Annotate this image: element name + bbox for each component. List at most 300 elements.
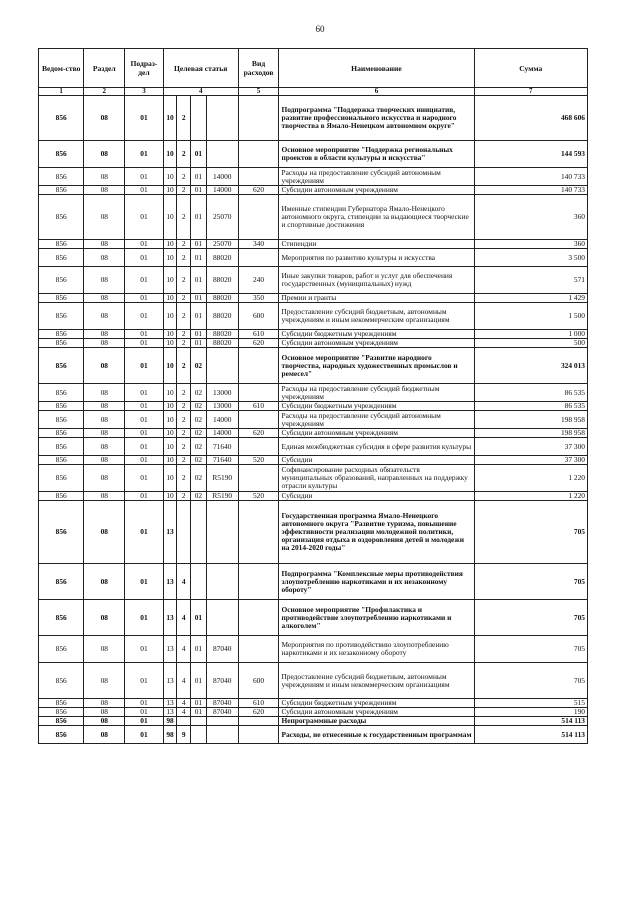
podrazdel-cell: 01 (125, 492, 164, 501)
target-activity-cell: 01 (190, 303, 206, 330)
target-activity-cell: 01 (190, 186, 206, 195)
expense-type-cell: 600 (238, 663, 279, 699)
item-name-cell: Непрограммные расходы (279, 717, 474, 726)
vedomstvo-cell: 856 (39, 708, 84, 717)
vedomstvo-cell: 856 (39, 384, 84, 402)
item-name-cell: Основное мероприятие "Профилактика и противодействие злоупотреблению наркотиками и алкоголем" (279, 600, 474, 636)
target-activity-cell: 01 (190, 267, 206, 294)
target-program-cell: 10 (163, 294, 177, 303)
target-activity-cell: 01 (190, 240, 206, 249)
target-program-cell: 10 (163, 465, 177, 492)
podrazdel-cell: 01 (125, 96, 164, 141)
header-row (39, 49, 588, 88)
expense-type-cell (238, 465, 279, 492)
table-row (39, 240, 588, 249)
target-direction-cell (206, 600, 238, 636)
item-name-cell: Расходы, не отнесенные к государственным программам (279, 726, 474, 744)
item-name-cell: Софинансирование расходных обязательств муниципальных образований, направленных на поддержку отрасли культуры (279, 465, 474, 492)
target-subprogram-cell: 4 (177, 564, 191, 600)
razdel-cell: 08 (84, 402, 125, 411)
amount-cell: 1 500 (474, 303, 587, 330)
razdel-cell: 08 (84, 492, 125, 501)
expense-type-cell (238, 726, 279, 744)
table-row (39, 267, 588, 294)
podrazdel-cell: 01 (125, 348, 164, 384)
vedomstvo-cell: 856 (39, 195, 84, 240)
target-program-cell: 10 (163, 429, 177, 438)
target-direction-cell: 71640 (206, 456, 238, 465)
target-subprogram-cell: 4 (177, 636, 191, 663)
expense-type-cell (238, 600, 279, 636)
col-number: 6 (279, 88, 474, 96)
vedomstvo-cell: 856 (39, 249, 84, 267)
vedomstvo-cell: 856 (39, 456, 84, 465)
table-row (39, 429, 588, 438)
expense-type-cell: 610 (238, 699, 279, 708)
item-name-cell: Субсидии бюджетным учреждениям (279, 330, 474, 339)
target-activity-cell (190, 564, 206, 600)
target-subprogram-cell: 2 (177, 186, 191, 195)
razdel-cell: 08 (84, 717, 125, 726)
razdel-cell: 08 (84, 195, 125, 240)
vedomstvo-cell: 856 (39, 96, 84, 141)
target-subprogram-cell: 2 (177, 96, 191, 141)
razdel-cell: 08 (84, 708, 125, 717)
table-row (39, 339, 588, 348)
target-direction-cell (206, 501, 238, 564)
amount-cell: 190 (474, 708, 587, 717)
expense-type-cell: 620 (238, 429, 279, 438)
target-activity-cell: 01 (190, 699, 206, 708)
expense-type-cell (238, 96, 279, 141)
razdel-cell: 08 (84, 141, 125, 168)
target-subprogram-cell: 2 (177, 456, 191, 465)
razdel-cell: 08 (84, 303, 125, 330)
target-program-cell: 10 (163, 492, 177, 501)
podrazdel-cell: 01 (125, 600, 164, 636)
vedomstvo-cell: 856 (39, 438, 84, 456)
razdel-cell: 08 (84, 636, 125, 663)
target-activity-cell: 01 (190, 330, 206, 339)
target-activity-cell: 01 (190, 249, 206, 267)
page-number: 60 (315, 24, 325, 34)
item-name-cell: Премии и гранты (279, 294, 474, 303)
table-row (39, 492, 588, 501)
vedomstvo-cell: 856 (39, 636, 84, 663)
target-program-cell: 10 (163, 348, 177, 384)
target-direction-cell: 13000 (206, 384, 238, 402)
target-program-cell: 98 (163, 717, 177, 726)
target-program-cell: 10 (163, 456, 177, 465)
razdel-cell: 08 (84, 348, 125, 384)
col-number: 4 (163, 88, 238, 96)
expense-type-cell (238, 384, 279, 402)
target-direction-cell: R5190 (206, 465, 238, 492)
vedomstvo-cell: 856 (39, 168, 84, 186)
target-subprogram-cell: 2 (177, 429, 191, 438)
table-row (39, 294, 588, 303)
podrazdel-cell: 01 (125, 294, 164, 303)
amount-cell: 500 (474, 339, 587, 348)
table-row (39, 96, 588, 141)
razdel-cell: 08 (84, 384, 125, 402)
target-activity-cell (190, 96, 206, 141)
vedomstvo-cell: 856 (39, 240, 84, 249)
amount-cell: 324 013 (474, 348, 587, 384)
vedomstvo-cell: 856 (39, 294, 84, 303)
vedomstvo-cell: 856 (39, 501, 84, 564)
razdel-cell: 08 (84, 186, 125, 195)
target-activity-cell: 01 (190, 663, 206, 699)
target-program-cell: 10 (163, 402, 177, 411)
target-activity-cell: 02 (190, 429, 206, 438)
target-subprogram-cell: 2 (177, 339, 191, 348)
target-program-cell: 13 (163, 699, 177, 708)
expense-type-cell (238, 168, 279, 186)
target-program-cell: 13 (163, 708, 177, 717)
target-direction-cell (206, 348, 238, 384)
target-activity-cell: 02 (190, 438, 206, 456)
expense-type-cell: 620 (238, 186, 279, 195)
table-row (39, 564, 588, 600)
target-subprogram-cell: 4 (177, 699, 191, 708)
table-row (39, 249, 588, 267)
col-number: 5 (238, 88, 279, 96)
target-subprogram-cell: 4 (177, 600, 191, 636)
item-name-cell: Единая межбюджетная субсидия в сфере развития культуры (279, 438, 474, 456)
vedomstvo-cell: 856 (39, 429, 84, 438)
target-activity-cell: 01 (190, 600, 206, 636)
item-name-cell: Предоставление субсидий бюджетным, автономным учреждениям и иным некоммерческим организациям (279, 663, 474, 699)
razdel-cell: 08 (84, 663, 125, 699)
target-direction-cell: 14000 (206, 186, 238, 195)
item-name-cell: Государственная программа Ямало-Ненецкого автономного округа "Развитие туризма, повышение эффективности реализации молодежной политики, организация отдыха и оздоровления детей и молодежи на 2014-2020 годы" (279, 501, 474, 564)
expense-type-cell: 610 (238, 330, 279, 339)
target-activity-cell: 02 (190, 402, 206, 411)
target-program-cell: 10 (163, 330, 177, 339)
vedomstvo-cell: 856 (39, 339, 84, 348)
item-name-cell: Подпрограмма "Комплексные меры противодействия злоупотреблению наркотиками и их незаконному обороту" (279, 564, 474, 600)
target-direction-cell: 87040 (206, 663, 238, 699)
table-row (39, 717, 588, 726)
vedomstvo-cell: 856 (39, 141, 84, 168)
target-program-cell: 10 (163, 303, 177, 330)
vedomstvo-cell: 856 (39, 465, 84, 492)
item-name-cell: Предоставление субсидий бюджетным, автономным учреждениям и иным некоммерческим организациям (279, 303, 474, 330)
expense-type-cell: 600 (238, 303, 279, 330)
item-name-cell: Субсидии автономным учреждениям (279, 339, 474, 348)
amount-cell: 705 (474, 663, 587, 699)
target-program-cell: 10 (163, 267, 177, 294)
item-name-cell: Подпрограмма "Поддержка творческих инициатив, развитие профессионального искусства и народного творчества в Ямало-Ненецком автономном округе" (279, 96, 474, 141)
item-name-cell: Основное мероприятие "Поддержка региональных проектов в области культуры и искусства" (279, 141, 474, 168)
podrazdel-cell: 01 (125, 186, 164, 195)
budget-table (38, 48, 588, 744)
target-program-cell: 10 (163, 249, 177, 267)
podrazdel-cell: 01 (125, 249, 164, 267)
expense-type-cell (238, 411, 279, 429)
item-name-cell: Субсидии (279, 492, 474, 501)
amount-cell: 468 606 (474, 96, 587, 141)
podrazdel-cell: 01 (125, 465, 164, 492)
target-direction-cell: 71640 (206, 438, 238, 456)
target-program-cell: 10 (163, 411, 177, 429)
item-name-cell: Именные стипендии Губернатора Ямало-Ненецкого автономного округа, стипендии за выдающиеся творческие и спортивные достижения (279, 195, 474, 240)
razdel-cell: 08 (84, 456, 125, 465)
amount-cell: 198 958 (474, 429, 587, 438)
target-activity-cell: 01 (190, 195, 206, 240)
expense-type-cell: 610 (238, 402, 279, 411)
expense-type-cell (238, 195, 279, 240)
target-activity-cell: 01 (190, 636, 206, 663)
table-row (39, 141, 588, 168)
target-activity-cell: 02 (190, 348, 206, 384)
target-program-cell: 98 (163, 726, 177, 744)
target-activity-cell (190, 501, 206, 564)
table-row (39, 501, 588, 564)
target-activity-cell (190, 717, 206, 726)
amount-cell: 705 (474, 501, 587, 564)
amount-cell: 1 220 (474, 465, 587, 492)
target-activity-cell: 01 (190, 339, 206, 348)
target-subprogram-cell: 2 (177, 195, 191, 240)
target-direction-cell: 88020 (206, 249, 238, 267)
amount-cell: 705 (474, 600, 587, 636)
podrazdel-cell: 01 (125, 699, 164, 708)
col-header-vid: Вид расходов (238, 49, 279, 88)
target-subprogram-cell: 2 (177, 411, 191, 429)
target-program-cell: 13 (163, 600, 177, 636)
table-row (39, 465, 588, 492)
target-subprogram-cell: 2 (177, 168, 191, 186)
amount-cell: 360 (474, 240, 587, 249)
target-activity-cell: 01 (190, 294, 206, 303)
target-subprogram-cell: 2 (177, 141, 191, 168)
vedomstvo-cell: 856 (39, 600, 84, 636)
amount-cell: 705 (474, 636, 587, 663)
podrazdel-cell: 01 (125, 456, 164, 465)
amount-cell: 140 733 (474, 168, 587, 186)
target-subprogram-cell (177, 717, 191, 726)
expense-type-cell (238, 438, 279, 456)
target-subprogram-cell: 9 (177, 726, 191, 744)
table-row (39, 699, 588, 708)
amount-cell: 515 (474, 699, 587, 708)
vedomstvo-cell: 856 (39, 492, 84, 501)
table-row (39, 663, 588, 699)
table-row (39, 456, 588, 465)
target-subprogram-cell: 2 (177, 294, 191, 303)
target-subprogram-cell: 4 (177, 663, 191, 699)
expense-type-cell: 340 (238, 240, 279, 249)
target-subprogram-cell: 2 (177, 348, 191, 384)
target-program-cell: 10 (163, 195, 177, 240)
target-subprogram-cell: 2 (177, 303, 191, 330)
item-name-cell: Субсидии автономным учреждениям (279, 186, 474, 195)
podrazdel-cell: 01 (125, 141, 164, 168)
amount-cell: 514 113 (474, 717, 587, 726)
expense-type-cell (238, 249, 279, 267)
target-subprogram-cell: 2 (177, 249, 191, 267)
podrazdel-cell: 01 (125, 339, 164, 348)
target-direction-cell (206, 726, 238, 744)
razdel-cell: 08 (84, 564, 125, 600)
target-subprogram-cell: 2 (177, 330, 191, 339)
item-name-cell: Основное мероприятие "Развитие народного творчества, народных художественных промыслов и ремесел" (279, 348, 474, 384)
target-subprogram-cell (177, 501, 191, 564)
razdel-cell: 08 (84, 501, 125, 564)
podrazdel-cell: 01 (125, 267, 164, 294)
target-direction-cell: 88020 (206, 339, 238, 348)
target-program-cell: 13 (163, 636, 177, 663)
item-name-cell: Стипендии (279, 240, 474, 249)
target-direction-cell: 88020 (206, 294, 238, 303)
razdel-cell: 08 (84, 330, 125, 339)
podrazdel-cell: 01 (125, 717, 164, 726)
razdel-cell: 08 (84, 267, 125, 294)
table-row (39, 195, 588, 240)
razdel-cell: 08 (84, 726, 125, 744)
podrazdel-cell: 01 (125, 240, 164, 249)
target-program-cell: 10 (163, 141, 177, 168)
podrazdel-cell: 01 (125, 708, 164, 717)
target-subprogram-cell: 2 (177, 465, 191, 492)
podrazdel-cell: 01 (125, 411, 164, 429)
amount-cell: 86 535 (474, 402, 587, 411)
podrazdel-cell: 01 (125, 564, 164, 600)
table-row (39, 186, 588, 195)
expense-type-cell: 620 (238, 708, 279, 717)
table-row (39, 402, 588, 411)
podrazdel-cell: 01 (125, 636, 164, 663)
podrazdel-cell: 01 (125, 384, 164, 402)
target-program-cell: 10 (163, 384, 177, 402)
target-activity-cell (190, 726, 206, 744)
amount-cell: 140 733 (474, 186, 587, 195)
target-activity-cell: 01 (190, 141, 206, 168)
vedomstvo-cell: 856 (39, 330, 84, 339)
razdel-cell: 08 (84, 411, 125, 429)
amount-cell: 144 593 (474, 141, 587, 168)
podrazdel-cell: 01 (125, 195, 164, 240)
razdel-cell: 08 (84, 168, 125, 186)
table-row (39, 708, 588, 717)
target-direction-cell: 14000 (206, 168, 238, 186)
target-program-cell: 10 (163, 438, 177, 456)
col-number: 1 (39, 88, 84, 96)
item-name-cell: Расходы на предоставление субсидий бюджетным учреждениям (279, 384, 474, 402)
table-row (39, 438, 588, 456)
table-body (39, 96, 588, 744)
podrazdel-cell: 01 (125, 501, 164, 564)
vedomstvo-cell: 856 (39, 303, 84, 330)
target-activity-cell: 02 (190, 411, 206, 429)
target-program-cell: 10 (163, 339, 177, 348)
expense-type-cell: 520 (238, 456, 279, 465)
target-subprogram-cell: 2 (177, 240, 191, 249)
podrazdel-cell: 01 (125, 330, 164, 339)
target-direction-cell: 14000 (206, 411, 238, 429)
target-subprogram-cell: 4 (177, 708, 191, 717)
expense-type-cell (238, 564, 279, 600)
target-program-cell: 10 (163, 186, 177, 195)
target-subprogram-cell: 2 (177, 267, 191, 294)
col-number: 3 (125, 88, 164, 96)
expense-type-cell: 240 (238, 267, 279, 294)
vedomstvo-cell: 856 (39, 267, 84, 294)
target-direction-cell: 88020 (206, 330, 238, 339)
vedomstvo-cell: 856 (39, 564, 84, 600)
vedomstvo-cell: 856 (39, 411, 84, 429)
col-number: 7 (474, 88, 587, 96)
razdel-cell: 08 (84, 429, 125, 438)
col-header-name: Наименование (279, 49, 474, 88)
target-direction-cell (206, 564, 238, 600)
col-header-razdel: Раздел (84, 49, 125, 88)
target-direction-cell: 25070 (206, 195, 238, 240)
amount-cell: 571 (474, 267, 587, 294)
item-name-cell: Субсидии автономным учреждениям (279, 429, 474, 438)
target-program-cell: 10 (163, 168, 177, 186)
target-subprogram-cell: 2 (177, 402, 191, 411)
target-program-cell: 13 (163, 564, 177, 600)
vedomstvo-cell: 856 (39, 699, 84, 708)
razdel-cell: 08 (84, 240, 125, 249)
table-row (39, 330, 588, 339)
target-program-cell: 13 (163, 501, 177, 564)
col-number: 2 (84, 88, 125, 96)
table-row (39, 168, 588, 186)
target-activity-cell: 02 (190, 465, 206, 492)
item-name-cell: Мероприятия по противодействию злоупотреблению наркотиками и их незаконному обороту (279, 636, 474, 663)
vedomstvo-cell: 856 (39, 402, 84, 411)
podrazdel-cell: 01 (125, 402, 164, 411)
razdel-cell: 08 (84, 339, 125, 348)
razdel-cell: 08 (84, 96, 125, 141)
target-subprogram-cell: 2 (177, 438, 191, 456)
razdel-cell: 08 (84, 438, 125, 456)
table-row (39, 384, 588, 402)
amount-cell: 705 (474, 564, 587, 600)
target-direction-cell (206, 717, 238, 726)
podrazdel-cell: 01 (125, 303, 164, 330)
target-activity-cell: 01 (190, 168, 206, 186)
target-activity-cell: 02 (190, 384, 206, 402)
vedomstvo-cell: 856 (39, 663, 84, 699)
target-program-cell: 10 (163, 96, 177, 141)
amount-cell: 86 535 (474, 384, 587, 402)
amount-cell: 360 (474, 195, 587, 240)
podrazdel-cell: 01 (125, 726, 164, 744)
target-direction-cell: 13000 (206, 402, 238, 411)
podrazdel-cell: 01 (125, 429, 164, 438)
item-name-cell: Субсидии бюджетным учреждениям (279, 699, 474, 708)
expense-type-cell: 350 (238, 294, 279, 303)
expense-type-cell (238, 141, 279, 168)
podrazdel-cell: 01 (125, 438, 164, 456)
target-direction-cell: R5190 (206, 492, 238, 501)
item-name-cell: Расходы на предоставление субсидий автономным учреждениям (279, 168, 474, 186)
vedomstvo-cell: 856 (39, 717, 84, 726)
expense-type-cell (238, 717, 279, 726)
target-direction-cell (206, 141, 238, 168)
target-direction-cell: 88020 (206, 303, 238, 330)
target-direction-cell: 88020 (206, 267, 238, 294)
target-activity-cell: 02 (190, 456, 206, 465)
table-row (39, 726, 588, 744)
col-header-vedomstvo: Ведом-ство (39, 49, 84, 88)
target-subprogram-cell: 2 (177, 492, 191, 501)
